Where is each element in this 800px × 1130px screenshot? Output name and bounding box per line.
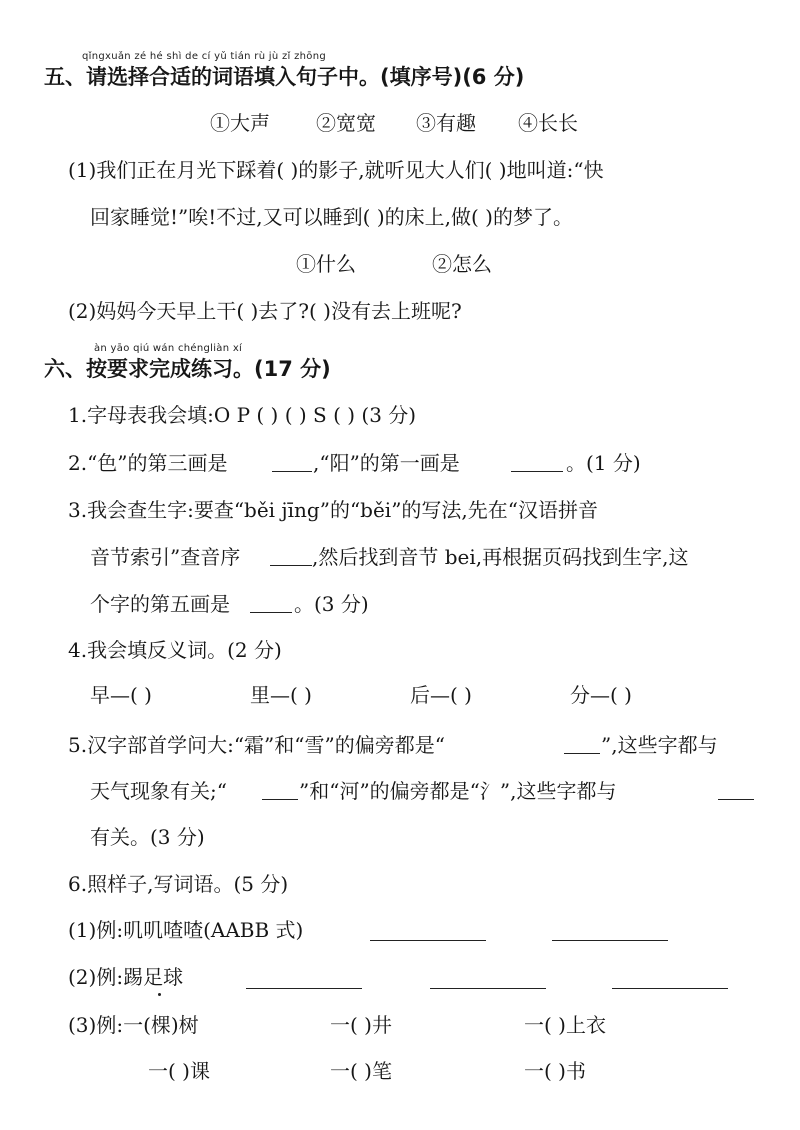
measure-word-item-shangyi: 一( )上衣 bbox=[524, 1013, 606, 1037]
measure-word-item-bi: 一( )笔 bbox=[330, 1059, 392, 1083]
section5-title: 五、请选择合适的词语填入句子中。(填序号)(6 分) bbox=[44, 65, 525, 89]
question-5-1-line2: 回家睡觉!”唉!不过,又可以睡到( )的床上,做( )的梦了。 bbox=[90, 205, 573, 229]
section6-title: 六、按要求完成练习。(17 分) bbox=[44, 357, 331, 381]
question-6-3-line2b: ,然后找到音节 bei,再根据页码找到生字,这 bbox=[312, 545, 689, 569]
question-6-2-part1: 2.“色”的第三画是 bbox=[68, 451, 228, 475]
answer-blank[interactable] bbox=[552, 940, 668, 941]
question-6-6-title: 6.照样子,写词语。(5 分) bbox=[68, 872, 289, 896]
question-6-3-line3a: 个字的第五画是 bbox=[90, 592, 230, 616]
question-6-6-2: (2)例:踢足球 bbox=[68, 965, 184, 989]
question-6-2-part2: ,“阳”的第一画是 bbox=[313, 451, 460, 475]
section6-pinyin: àn yāo qiú wán chéngliàn xí bbox=[94, 343, 243, 354]
answer-blank[interactable] bbox=[430, 988, 546, 989]
answer-blank[interactable] bbox=[370, 940, 486, 941]
measure-word-item-shu: 一( )书 bbox=[524, 1059, 586, 1083]
answer-blank[interactable] bbox=[511, 471, 563, 472]
question-6-1: 1.字母表我会填:O P ( ) ( ) S ( ) (3 分) bbox=[68, 403, 417, 427]
antonym-item-fen: 分—( ) bbox=[570, 683, 632, 707]
question-6-4-title: 4.我会填反义词。(2 分) bbox=[68, 638, 282, 662]
question-6-3-line2a: 音节索引”查音序 bbox=[90, 545, 241, 569]
option-shenme: ①什么 bbox=[296, 252, 356, 276]
option-1: ①大声 bbox=[210, 111, 270, 135]
option-zenme: ②怎么 bbox=[432, 252, 492, 276]
answer-blank[interactable] bbox=[612, 988, 728, 989]
antonym-item-hou: 后—( ) bbox=[410, 683, 472, 707]
answer-blank[interactable] bbox=[564, 753, 600, 754]
answer-blank[interactable] bbox=[270, 565, 312, 566]
answer-blank[interactable] bbox=[718, 799, 754, 800]
option-3: ③有趣 bbox=[416, 111, 476, 135]
answer-blank[interactable] bbox=[272, 471, 312, 472]
question-5-2: (2)妈妈今天早上干( )去了?( )没有去上班呢? bbox=[68, 299, 462, 323]
question-6-3-line3b: 。(3 分) bbox=[294, 592, 369, 616]
antonym-item-zao: 早—( ) bbox=[90, 683, 152, 707]
question-6-6-3: (3)例:一(棵)树 bbox=[68, 1013, 199, 1037]
question-6-2-part3: 。(1 分) bbox=[566, 451, 641, 475]
question-6-5-line2b: ”和“河”的偏旁都是“氵”,这些字都与 bbox=[299, 779, 617, 803]
answer-blank[interactable] bbox=[262, 799, 298, 800]
measure-word-item-jing: 一( )井 bbox=[330, 1013, 392, 1037]
answer-blank[interactable] bbox=[246, 988, 362, 989]
question-6-5-line1a: 5.汉字部首学问大:“霜”和“雪”的偏旁都是“ bbox=[68, 733, 445, 757]
question-6-5-line2a: 天气现象有关;“ bbox=[90, 779, 227, 803]
answer-blank[interactable] bbox=[250, 612, 292, 613]
question-6-3-line1: 3.我会查生字:要查“běi jīng”的“běi”的写法,先在“汉语拼音 bbox=[68, 498, 599, 522]
option-2: ②宽宽 bbox=[316, 111, 376, 135]
question-6-6-1: (1)例:叽叽喳喳(AABB 式) bbox=[68, 918, 304, 942]
section5-pinyin: qǐngxuǎn zé hé shì de cí yǔ tián rù jù zǐ zhōng bbox=[82, 51, 326, 62]
antonym-item-li: 里—( ) bbox=[250, 683, 312, 707]
question-6-5-line1b: ”,这些字都与 bbox=[601, 733, 718, 757]
question-6-5-line3: 有关。(3 分) bbox=[90, 825, 205, 849]
option-4: ④长长 bbox=[518, 111, 578, 135]
measure-word-item-ke: 一( )课 bbox=[148, 1059, 210, 1083]
question-5-1-line1: (1)我们正在月光下踩着( )的影子,就听见大人们( )地叫道:“快 bbox=[68, 158, 604, 182]
emphasis-dot bbox=[158, 993, 161, 996]
